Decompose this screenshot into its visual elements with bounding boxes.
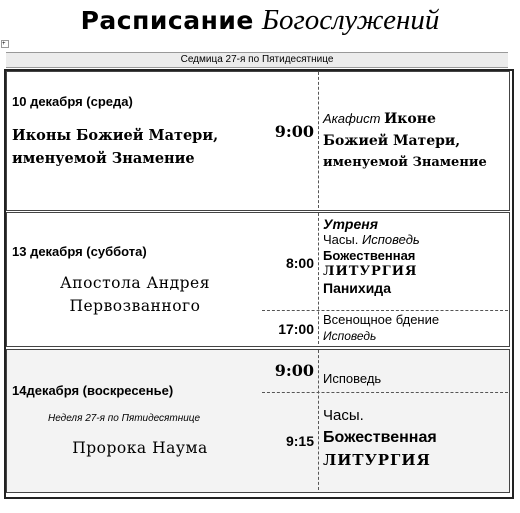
service-description: Акафист Иконе Божией Матери, именуемой Знамение [323,111,487,170]
service-description: Исповедь [323,371,382,386]
row-divider [262,310,508,311]
feast-name: Пророка Наума [72,439,208,457]
column-divider [318,213,319,344]
page-title [0,4,520,37]
service-time: 9:00 [274,122,314,141]
service-description: Всенощное бдение Исповедь [323,312,440,343]
day-date: 14декабря (воскресенье) [12,383,174,398]
day-date: 10 декабря (среда) [12,94,133,109]
row-divider [262,392,508,393]
feast-name: Апостола Андрея Первозванного [60,274,210,315]
sunday-note: Неделя 27-я по Пятидесятнице [48,413,201,424]
service-description: Утреня Часы. Исповедь Божественная ЛИТУРГИЯ Панихида [323,216,420,296]
feast-name: Иконы Божией Матери, именуемой Знамение [12,127,219,167]
week-subheader: Седмица 27-я по Пятидесятнице [6,52,508,68]
day-date: 13 декабря (суббота) [12,244,147,259]
column-divider [318,350,319,490]
service-description: Часы. Божественная ЛИТУРГИЯ [323,407,437,469]
title-script: Богослужений [261,4,440,36]
service-time: 9:00 [274,361,314,380]
service-time: 8:00 [285,255,314,271]
service-time: 9:15 [285,433,314,449]
title-bold: Расписание [80,6,254,35]
column-divider [318,72,319,208]
table-anchor-icon[interactable]: + [1,40,9,48]
service-time: 17:00 [278,321,314,337]
